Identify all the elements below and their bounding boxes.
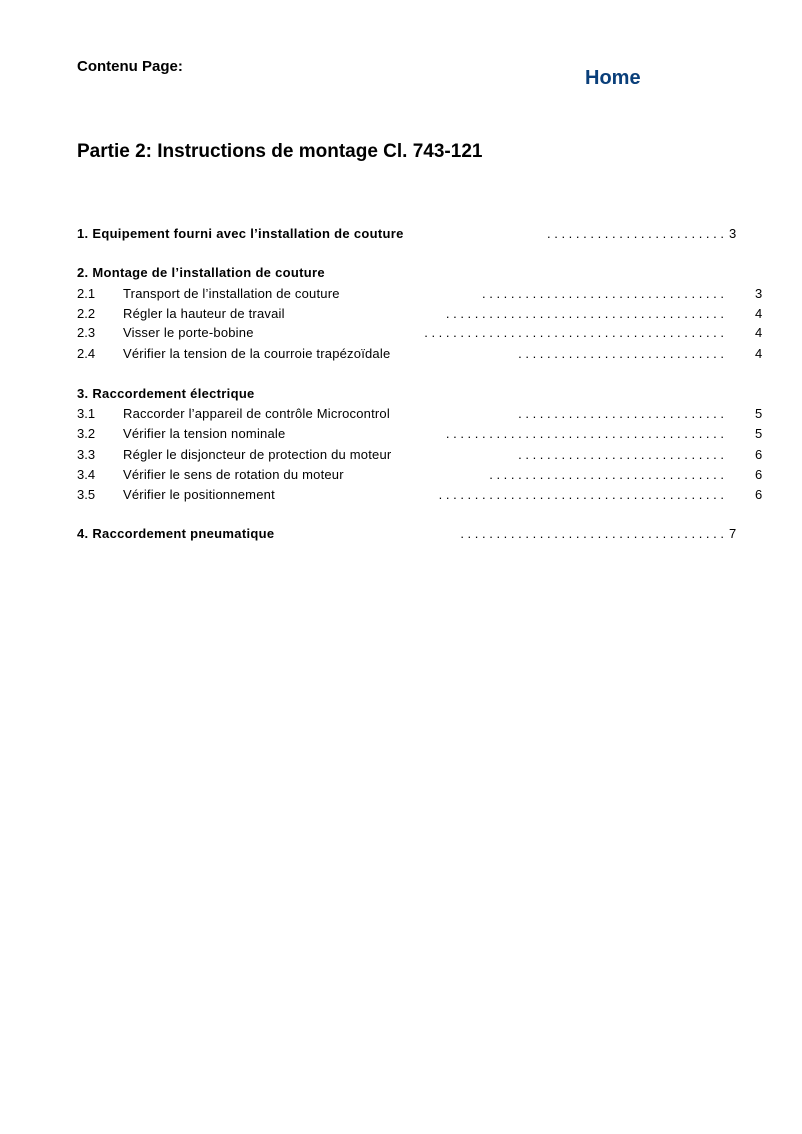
toc-item-3-5-title[interactable]: Vérifier le positionnement <box>123 487 275 502</box>
toc-item-2-3-title[interactable]: Visser le porte-bobine <box>123 325 254 340</box>
toc-item-2-4-number: 2.4 <box>77 346 96 361</box>
toc-item-3-4-page[interactable]: 6 <box>755 467 763 482</box>
toc-section-4-title[interactable]: 4. Raccordement pneumatique <box>77 526 275 541</box>
toc-item-3-4-leader: . . . . . . . . . . . . . . . . . . . . . . . . . . . . . . . . . <box>489 467 724 482</box>
toc-item-3-2-leader: . . . . . . . . . . . . . . . . . . . . . . . . . . . . . . . . . . . . . . . <box>445 426 724 441</box>
toc-item-3-2-title[interactable]: Vérifier la tension nominale <box>123 426 286 441</box>
toc-item-3-3-leader: . . . . . . . . . . . . . . . . . . . . . . . . . . . . . <box>518 447 724 462</box>
toc-item-3-2-page[interactable]: 5 <box>755 426 763 441</box>
toc-item-2-2-leader: . . . . . . . . . . . . . . . . . . . . . . . . . . . . . . . . . . . . . . . <box>445 306 724 321</box>
page-title: Partie 2: Instructions de montage Cl. 743-121 <box>77 141 483 162</box>
toc-item-2-1-leader: . . . . . . . . . . . . . . . . . . . . . . . . . . . . . . . . . . <box>482 286 724 301</box>
toc-item-2-3-page[interactable]: 4 <box>755 325 763 340</box>
toc-item-2-3-number: 2.3 <box>77 325 96 340</box>
toc-item-3-4-title[interactable]: Vérifier le sens de rotation du moteur <box>123 467 344 482</box>
toc-item-3-3-number: 3.3 <box>77 447 96 462</box>
toc-item-3-4-number: 3.4 <box>77 467 96 482</box>
toc-section-1-title[interactable]: 1. Equipement fourni avec l’installation de couture <box>77 226 404 241</box>
toc-section-4-page[interactable]: 7 <box>729 526 737 541</box>
toc-section-2-title[interactable]: 2. Montage de l’installation de couture <box>77 265 325 280</box>
toc-item-2-1-page[interactable]: 3 <box>755 286 763 301</box>
toc-item-3-5-leader: . . . . . . . . . . . . . . . . . . . . . . . . . . . . . . . . . . . . . . . . <box>438 487 724 502</box>
toc-item-3-3-page[interactable]: 6 <box>755 447 763 462</box>
toc-item-3-1-leader: . . . . . . . . . . . . . . . . . . . . . . . . . . . . . <box>518 406 724 421</box>
toc-item-2-4-leader: . . . . . . . . . . . . . . . . . . . . . . . . . . . . . <box>518 346 724 361</box>
toc-item-2-3-leader: . . . . . . . . . . . . . . . . . . . . . . . . . . . . . . . . . . . . . . . . . . <box>424 325 724 340</box>
toc-item-2-2-page[interactable]: 4 <box>755 306 763 321</box>
toc-item-3-2-number: 3.2 <box>77 426 96 441</box>
toc-item-3-5-number: 3.5 <box>77 487 96 502</box>
toc-item-2-2-number: 2.2 <box>77 306 96 321</box>
toc-section-1-leader: . . . . . . . . . . . . . . . . . . . . . . . . . <box>547 226 724 241</box>
toc-item-2-1-number: 2.1 <box>77 286 96 301</box>
contents-page-label: Contenu Page: <box>77 58 183 75</box>
toc-section-1-page[interactable]: 3 <box>729 226 737 241</box>
toc-section-3-title[interactable]: 3. Raccordement électrique <box>77 386 255 401</box>
toc-item-3-5-page[interactable]: 6 <box>755 487 763 502</box>
toc-item-3-1-page[interactable]: 5 <box>755 406 763 421</box>
toc-item-2-4-title[interactable]: Vérifier la tension de la courroie trapézoïdale <box>123 346 391 361</box>
home-link[interactable]: Home <box>585 67 641 89</box>
toc-item-2-2-title[interactable]: Régler la hauteur de travail <box>123 306 285 321</box>
toc-item-2-1-title[interactable]: Transport de l’installation de couture <box>123 286 340 301</box>
toc-item-3-1-title[interactable]: Raccorder l’appareil de contrôle Microcontrol <box>123 406 390 421</box>
toc-item-3-3-title[interactable]: Régler le disjoncteur de protection du moteur <box>123 447 392 462</box>
toc-item-3-1-number: 3.1 <box>77 406 96 421</box>
toc-section-4-leader: . . . . . . . . . . . . . . . . . . . . . . . . . . . . . . . . . . . . . <box>460 526 724 541</box>
toc-item-2-4-page[interactable]: 4 <box>755 346 763 361</box>
